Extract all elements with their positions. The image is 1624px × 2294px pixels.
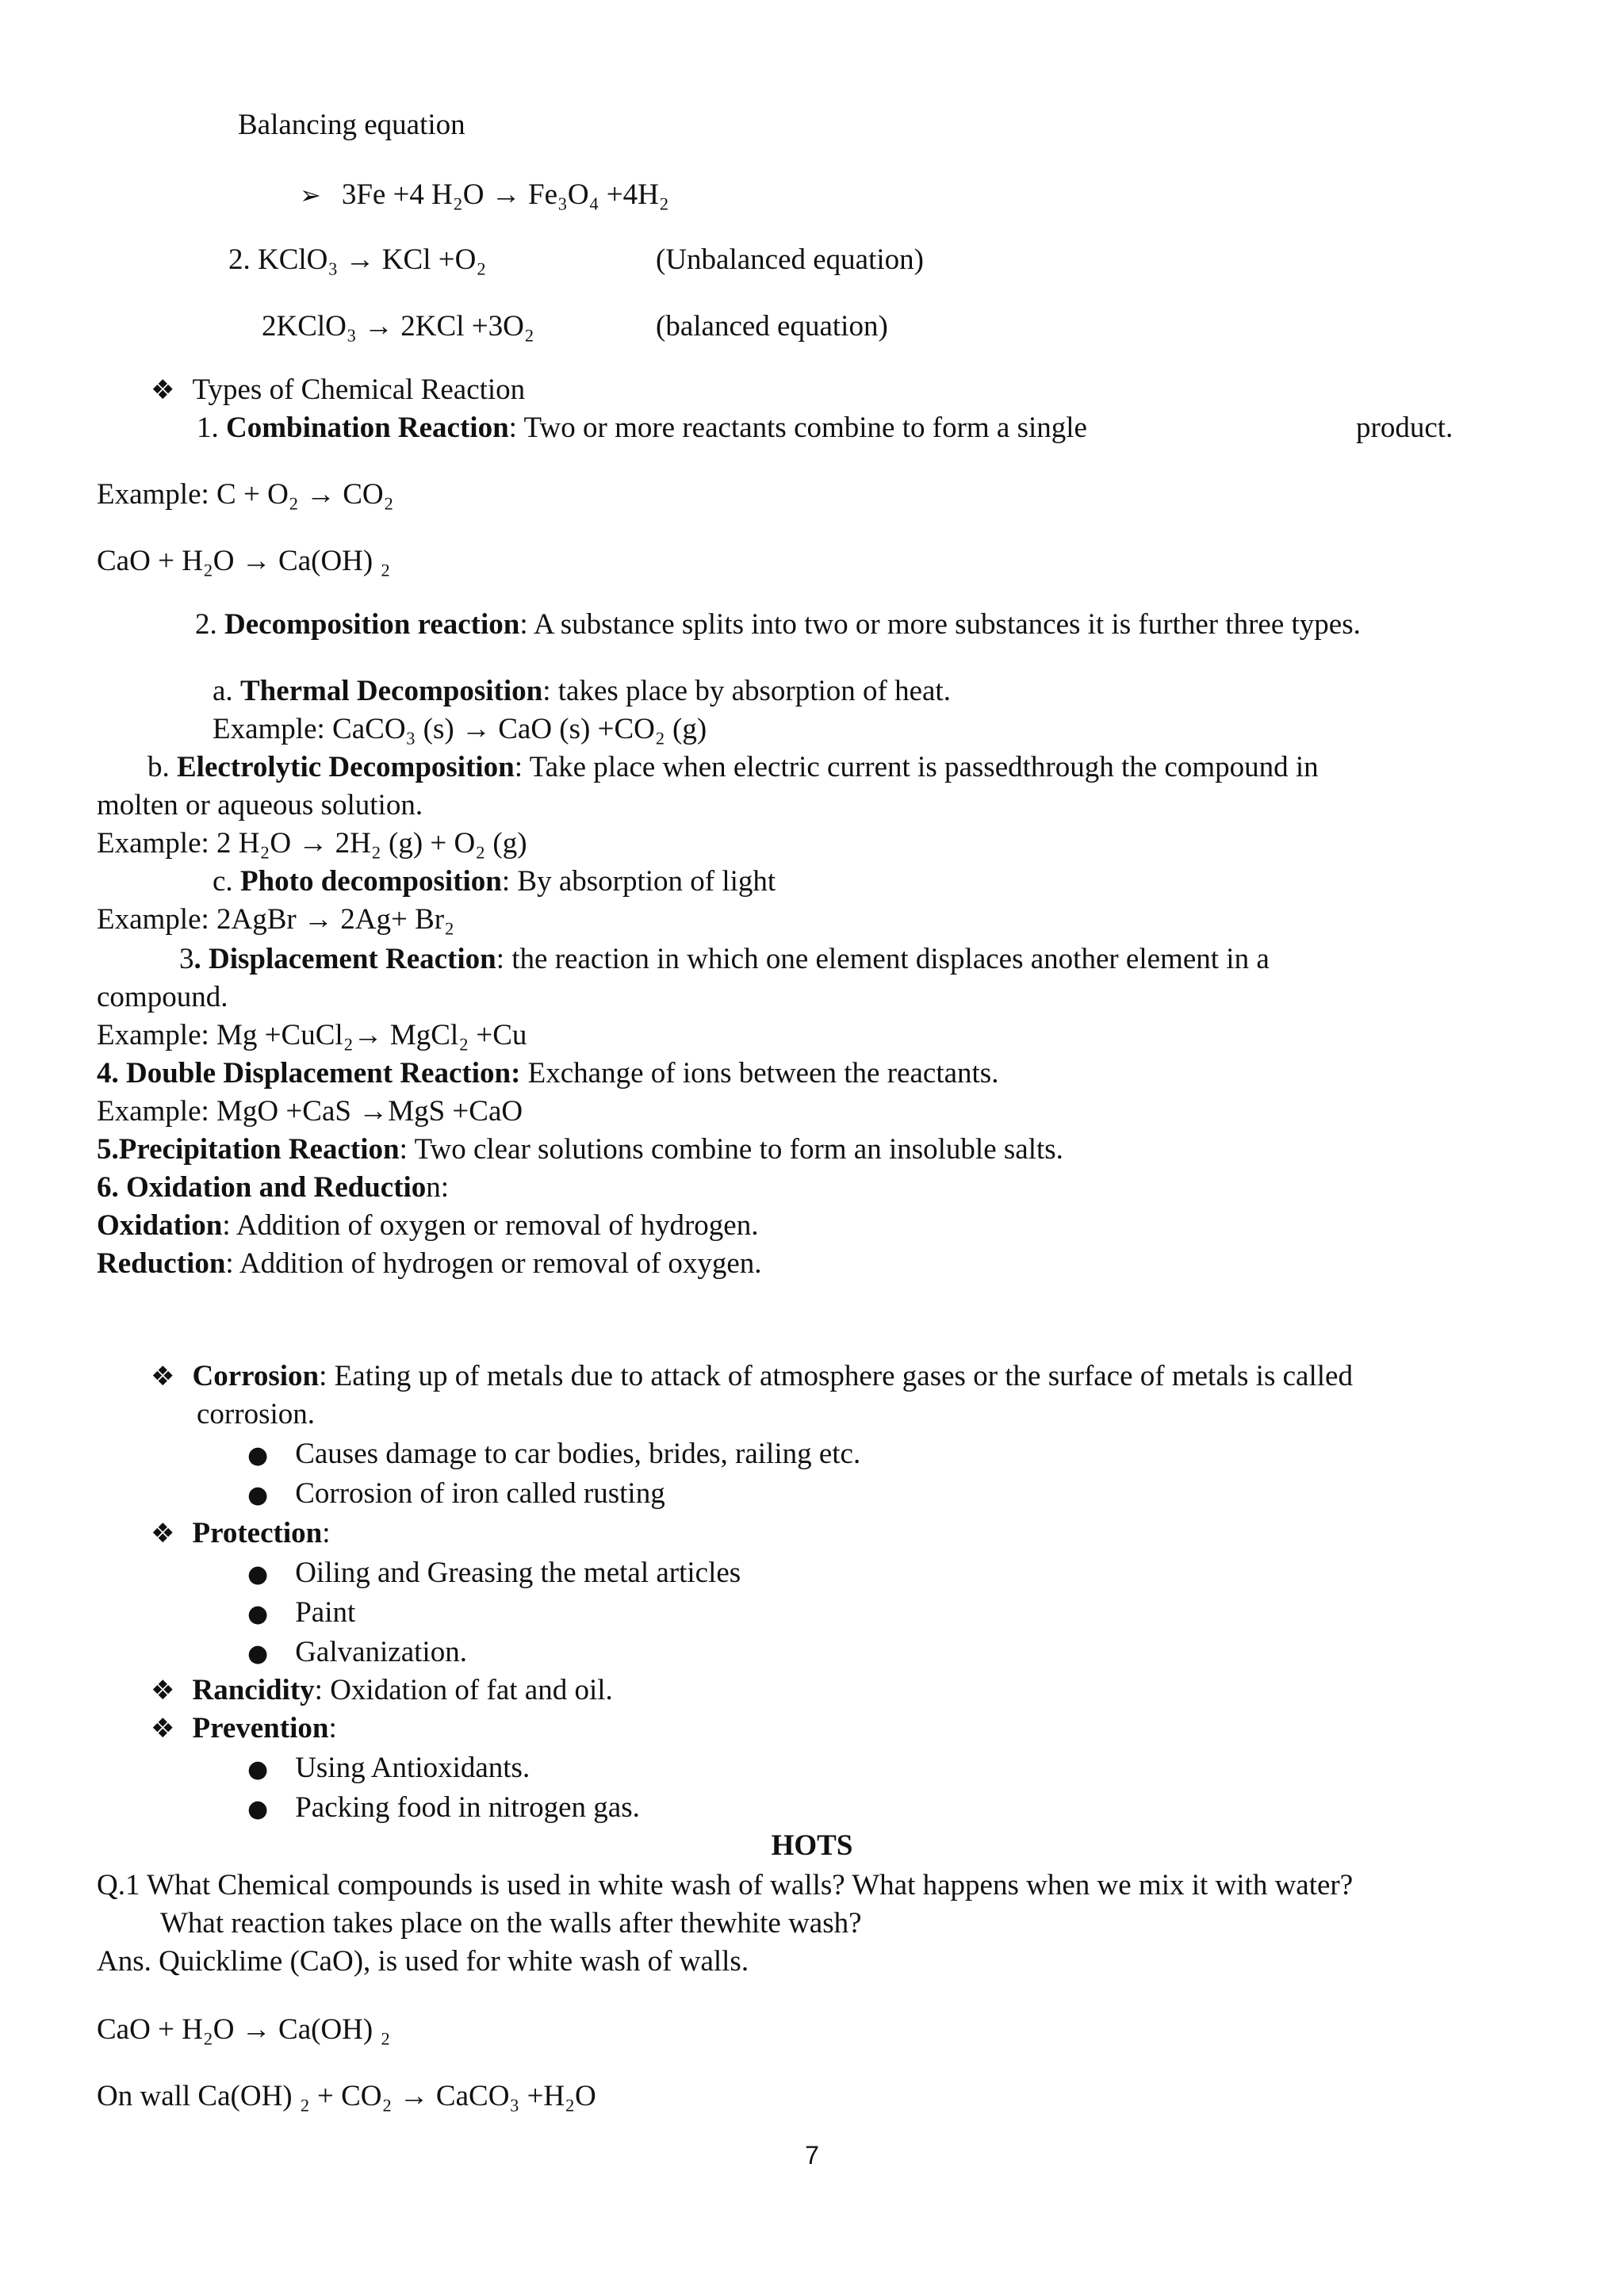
- combination-example1: Example: C + O₂ → CO₂: [97, 478, 394, 511]
- list-item: ● Corrosion of iron called rusting: [247, 1475, 665, 1515]
- electrolytic-example: Example: 2 H₂O → 2H₂ (g) + O₂ (g): [97, 827, 527, 860]
- double-displacement-reaction: 4. Double Displacement Reaction: Exchange of ions between the reactants.: [97, 1057, 999, 1090]
- page-number: 7: [805, 2141, 819, 2170]
- precipitation-reaction: 5.Precipitation Reaction: Two clear solutions combine to form an insoluble salts.: [97, 1133, 1063, 1166]
- corrosion-definition: ❖ Corrosion: Eating up of metals due to attack of atmosphere gases or the surface of metals is called: [151, 1358, 1353, 1396]
- balancing-eq3-note: (balanced equation): [656, 310, 888, 343]
- rancidity-definition: ❖ Rancidity: Oxidation of fat and oil.: [151, 1672, 613, 1710]
- displacement-text2: compound.: [97, 981, 228, 1013]
- decomposition-reaction: 2. Decomposition reaction: A substance splits into two or more substances it is further three types.: [195, 608, 1361, 641]
- oxidation-definition: Oxidation: Addition of oxygen or removal of hydrogen.: [97, 1209, 759, 1242]
- arrow-bullet-icon: ➢: [300, 180, 321, 210]
- hots-question-line1: Q.1 What Chemical compounds is used in white wash of walls? What happens when we mix it with water?: [97, 1869, 1354, 1901]
- combination-example2: CaO + H₂O → Ca(OH) ₂: [97, 545, 391, 577]
- corrosion-text2: corrosion.: [197, 1398, 315, 1430]
- dot-bullet-icon: ●: [247, 1442, 269, 1469]
- dot-bullet-icon: ●: [247, 1481, 269, 1509]
- list-item: ● Oiling and Greasing the metal articles: [247, 1554, 741, 1594]
- dot-bullet-icon: ●: [247, 1640, 269, 1668]
- hots-equation1: CaO + H₂O → Ca(OH) ₂: [97, 2013, 391, 2046]
- types-heading: ❖ Types of Chemical Reaction: [151, 371, 525, 409]
- prevention-heading: ❖ Prevention:: [151, 1710, 337, 1748]
- balancing-eq2: 2. KClO₃ → KCl +O₂: [228, 243, 487, 276]
- combination-reaction: 1. Combination Reaction: Two or more reactants combine to form a single: [197, 412, 1087, 444]
- displacement-reaction: 3. Displacement Reaction: the reaction in which one element displaces another element in a: [179, 943, 1270, 975]
- balancing-heading: Balancing equation: [238, 109, 465, 141]
- list-item: ● Galvanization.: [247, 1633, 467, 1673]
- hots-answer: Ans. Quicklime (CaO), is used for white wash of walls.: [97, 1945, 749, 1978]
- balancing-eq3: 2KClO₃ → 2KCl +3O₂: [262, 310, 534, 343]
- electrolytic-decomposition: b. Electrolytic Decomposition: Take place when electric current is passedthrough the compound in: [147, 751, 1319, 783]
- diamond-bullet-icon: ❖: [151, 1675, 175, 1706]
- list-item: ● Paint: [247, 1594, 355, 1633]
- list-item: ● Causes damage to car bodies, brides, railing etc.: [247, 1435, 860, 1475]
- balancing-eq1: ➢ 3Fe +4 H₂O → Fe₃O₄ +4H₂: [300, 176, 669, 214]
- diamond-bullet-icon: ❖: [151, 1361, 175, 1392]
- photo-decomposition: c. Photo decomposition: By absorption of light: [213, 865, 776, 898]
- list-item: ● Using Antioxidants.: [247, 1749, 530, 1789]
- diamond-bullet-icon: ❖: [151, 1713, 175, 1744]
- protection-heading: ❖ Protection:: [151, 1515, 330, 1553]
- reduction-definition: Reduction: Addition of hydrogen or removal of oxygen.: [97, 1247, 762, 1280]
- diamond-bullet-icon: ❖: [151, 1518, 175, 1549]
- dot-bullet-icon: ●: [247, 1756, 269, 1783]
- thermal-decomposition: a. Thermal Decomposition: takes place by absorption of heat.: [213, 675, 951, 707]
- electrolytic-text2: molten or aqueous solution.: [97, 789, 423, 821]
- diamond-bullet-icon: ❖: [151, 374, 175, 406]
- dot-bullet-icon: ●: [247, 1795, 269, 1823]
- thermal-example: Example: CaCO₃ (s) → CaO (s) +CO₂ (g): [213, 713, 707, 745]
- list-item: ● Packing food in nitrogen gas.: [247, 1789, 640, 1829]
- displacement-example: Example: Mg +CuCl₂→ MgCl₂ +Cu: [97, 1019, 527, 1051]
- balancing-eq2-note: (Unbalanced equation): [656, 243, 924, 276]
- hots-equation2: On wall Ca(OH) ₂ + CO₂ → CaCO₃ +H₂O: [97, 2080, 596, 2112]
- photo-example: Example: 2AgBr → 2Ag+ Br₂: [97, 903, 454, 936]
- hots-question-line2: What reaction takes place on the walls after thewhite wash?: [160, 1907, 862, 1940]
- dot-bullet-icon: ●: [247, 1561, 269, 1588]
- double-displacement-example: Example: MgO +CaS →MgS +CaO: [97, 1095, 523, 1128]
- hots-title: HOTS: [771, 1829, 853, 1862]
- combination-tail: product.: [1356, 412, 1454, 444]
- dot-bullet-icon: ●: [247, 1600, 269, 1628]
- redox-heading: 6. Oxidation and Reduction:: [97, 1171, 450, 1204]
